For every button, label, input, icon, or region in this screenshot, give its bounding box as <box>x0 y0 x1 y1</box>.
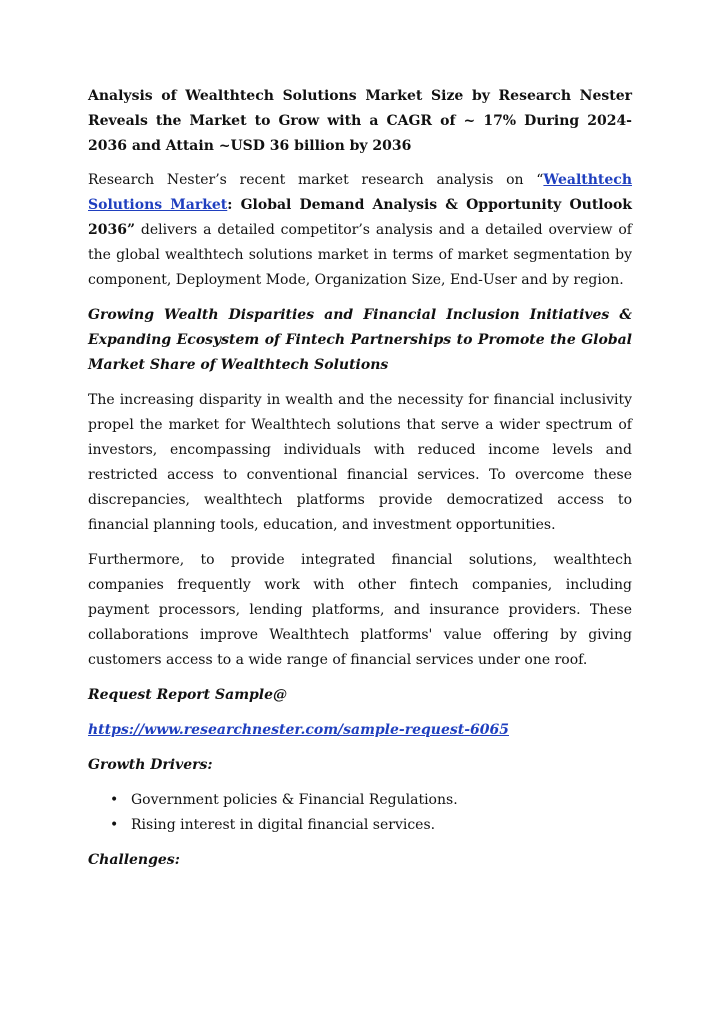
body-paragraph-2: Furthermore, to provide integrated financial solutions, wealthtech companies frequently work with other fintech companies, including payment processors, lending platforms, and insurance providers. These collaborations improve Wealthtech platforms' value offering by giving customers access to a wide range of financial services under one roof. <box>88 552 632 668</box>
request-sample-link[interactable]: https://www.researchnester.com/sample-request-6065 <box>88 722 509 738</box>
bullet-icon: • <box>110 792 119 808</box>
intro-paragraph <box>88 168 632 293</box>
growth-drivers-list <box>88 788 632 838</box>
request-sample-label: Request Report Sample@ <box>88 687 288 703</box>
intro-report-title: : Global Demand Analysis & Opportunity Outlook 2036” <box>88 197 632 238</box>
document-title: Analysis of Wealthtech Solutions Market Size by Research Nester Reveals the Market to Grow with a CAGR of ~ 17% During 2024-2036 and Attain ~USD 36 billion by 2036 <box>88 88 632 154</box>
document-page <box>88 84 632 883</box>
list-item-text: Rising interest in digital financial services. <box>131 817 436 833</box>
intro-prefix: Research Nester’s recent market research analysis on “ <box>88 172 544 188</box>
list-item-text: Government policies & Financial Regulations. <box>131 792 458 808</box>
challenges-label: Challenges: <box>88 852 180 868</box>
section-heading: Growing Wealth Disparities and Financial Inclusion Initiatives & Expanding Ecosystem of Fintech Partnerships to Promote the Global Market Share of Wealthtech Solutions <box>88 307 632 373</box>
intro-rest: delivers a detailed competitor’s analysis and a detailed overview of the global wealthtech solutions market in terms of market segmentation by component, Deployment Mode, Organization Size, End-User and by region. <box>88 222 632 288</box>
market-report-link[interactable]: Wealthtech Solutions Market <box>88 172 632 213</box>
body-paragraph-1: The increasing disparity in wealth and the necessity for financial inclusivity propel the market for Wealthtech solutions that serve a wider spectrum of investors, encompassing individuals with reduced income levels and restricted access to conventional financial services. To overcome these discrepancies, wealthtech platforms provide democratized access to financial planning tools, education, and investment opportunities. <box>88 392 632 533</box>
bullet-icon: • <box>110 817 119 833</box>
list-item <box>88 813 632 838</box>
growth-drivers-label: Growth Drivers: <box>88 757 213 773</box>
list-item <box>88 788 632 813</box>
